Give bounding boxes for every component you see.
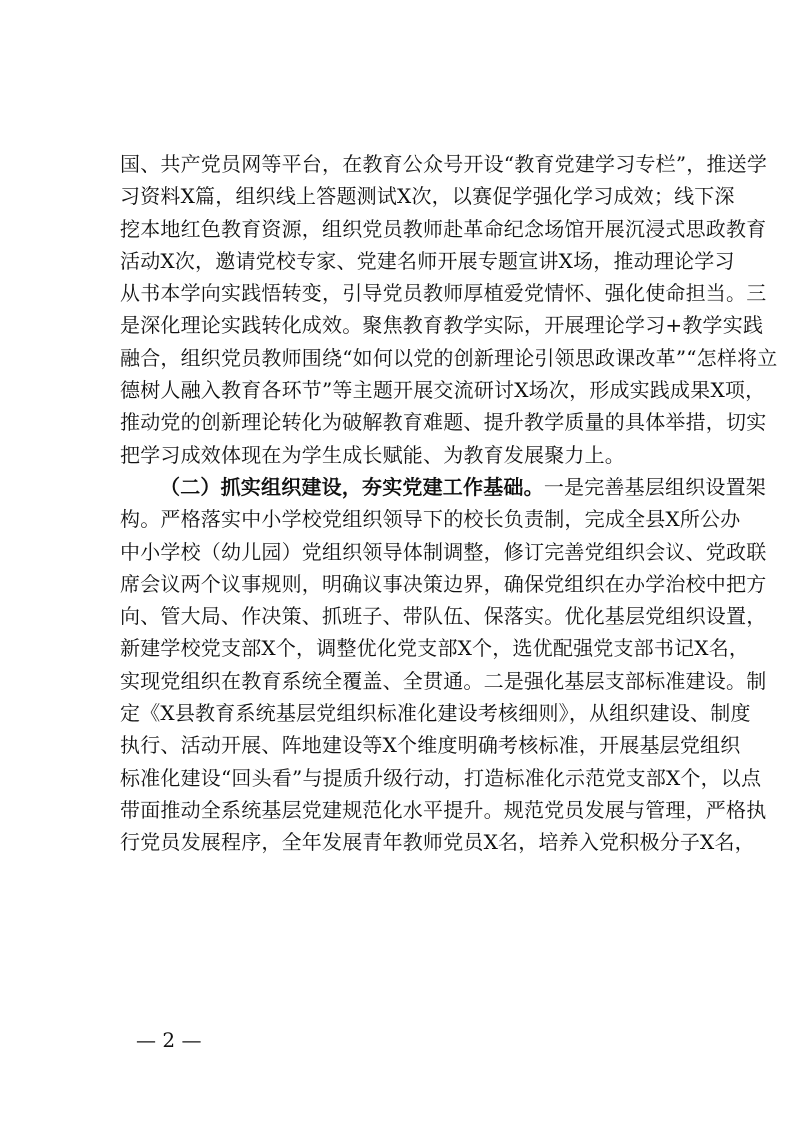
paragraph-line: 带面推动全系统基层党建规范化水平提升。规范党员发展与管理，严格执 <box>120 797 767 822</box>
paragraph-line: 从书本学向实践悟转变，引导党员教师厚植爱党情怀、强化使命担当。三 <box>120 281 767 306</box>
paragraph-line: 活动X次，邀请党校专家、党建名师开展专题宣讲X场，推动理论学习 <box>120 248 735 273</box>
paragraph-line: 德树人融入教育各环节”等主题开展交流研讨X场次，形成实践成果X项， <box>120 378 766 403</box>
paragraph-line: 定《X县教育系统基层党组织标准化建设考核细则》，从组织建设、制度 <box>120 701 751 726</box>
paragraph-line: 行党员发展程序，全年发展青年教师党员X名，培养入党积极分子X名， <box>120 830 755 855</box>
paragraph-line: 挖本地红色教育资源，组织党员教师赴革命纪念场馆开展沉浸式思政教育 <box>120 216 767 241</box>
paragraph-line: 把学习成效体现在为学生成长赋能、为教育发展聚力上。 <box>120 442 625 467</box>
paragraph-line: 融合，组织党员教师围绕“如何以党的创新理论引领思政课改革”“怎样将立 <box>120 345 778 370</box>
paragraph-line: 是深化理论实践转化成效。聚焦教育教学实际，开展理论学习+教学实践 <box>120 313 764 338</box>
paragraph-line: 国、共产党员网等平台，在教育公众号开设“教育党建学习专栏”，推送学 <box>120 152 768 176</box>
paragraph-line: 推动党的创新理论转化为破解教育难题、提升教学质量的具体举措，切实 <box>120 410 767 435</box>
paragraph-line: 实现党组织在教育系统全覆盖、全贯通。二是强化基层支部标准建设。制 <box>120 668 767 693</box>
paragraph-line: 新建学校党支部X个，调整优化党支部X个，选优配强党支部书记X名， <box>120 636 750 661</box>
section-heading-line <box>120 471 767 503</box>
paragraph-line: 构。严格落实中小学校党组织领导下的校长负责制，完成全县X所公办 <box>120 507 741 532</box>
paragraph-line: 席会议两个议事规则，明确议事决策边界，确保党组织在办学治校中把方 <box>120 571 767 596</box>
paragraph-line: 习资料X篇，组织线上答题测试X次，以赛促学强化学习成效；线下深 <box>120 184 735 209</box>
page-number: — 2 — <box>136 1028 202 1052</box>
paragraph-line: 向、管大局、作决策、抓班子、带队伍、保落实。优化基层党组织设置， <box>120 604 767 629</box>
paragraph-line: 执行、活动开展、阵地建设等X个维度明确考核标准，开展基层党组织 <box>120 733 741 758</box>
paragraph-line: 标准化建设“回头看”与提质升级行动，打造标准化示范党支部X个，以点 <box>120 765 762 790</box>
paragraph-line-rest: 一是完善基层组织设置架 <box>543 474 767 499</box>
paragraph-line: 中小学校（幼儿园）党组织领导体制调整，修订完善党组织会议、党政联 <box>120 539 767 564</box>
body-text <box>120 148 778 859</box>
section-heading: （二）抓实组织建设，夯实党建工作基础。 <box>160 474 544 499</box>
